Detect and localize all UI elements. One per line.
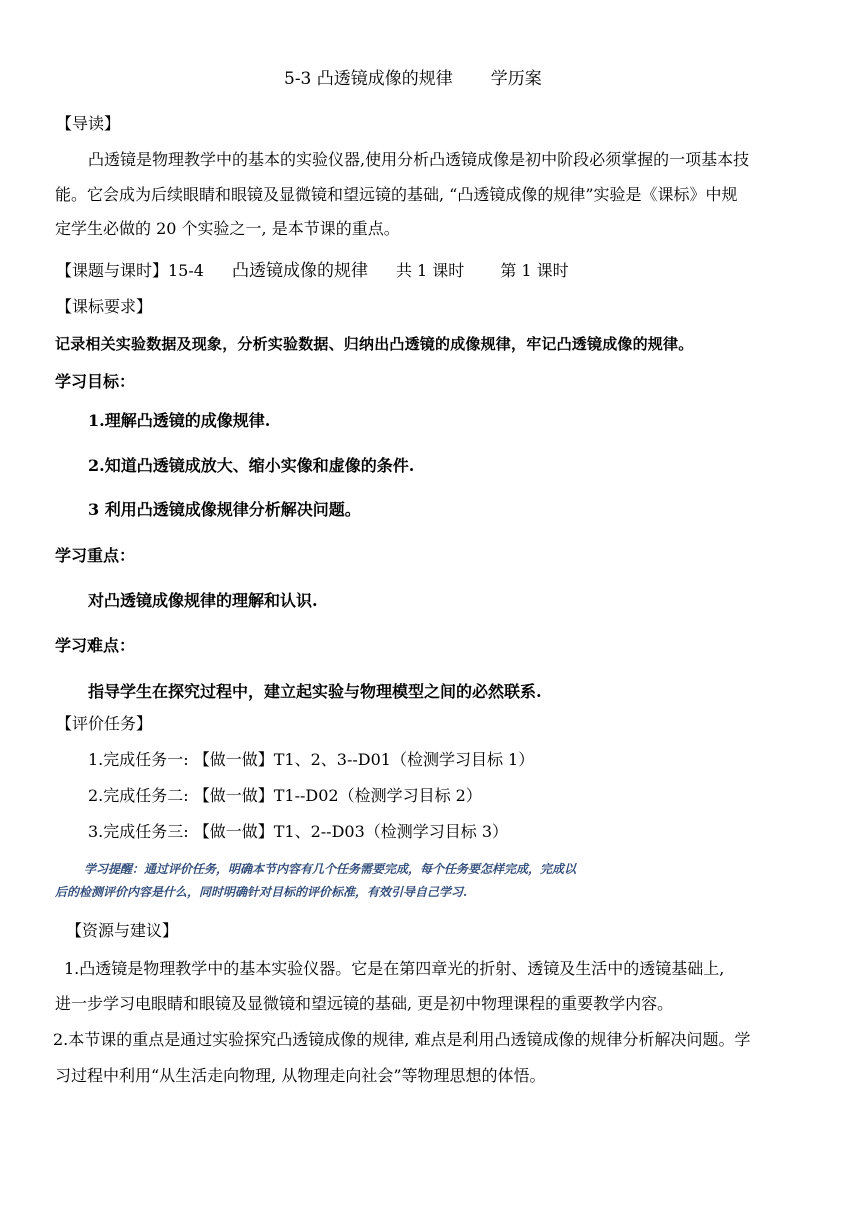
intro-line-1: 凸透镜是物理教学中的基本的实验仪器,使用分析凸透镜成像是初中阶段必须掌握的一项基本技: [88, 150, 750, 169]
lesson-info: [56, 256, 569, 281]
evaluation-task-1: 1.完成任务一: 【做一做】T1、2、3--D01（检测学习目标 1）: [88, 750, 535, 769]
learning-tip-line-1: 学习提醒：通过评价任务，明确本节内容有几个任务需要完成，每个任务要怎样完成，完成以: [84, 862, 577, 876]
focus-text: 对凸透镜成像规律的理解和认识.: [88, 591, 318, 610]
evaluation-task-3: 3.完成任务三: 【做一做】T1、2--D03（检测学习目标 3）: [88, 822, 509, 841]
intro-line-3: 定学生必做的 20 个实验之一, 是本节课的重点。: [55, 219, 400, 238]
lesson-label: 【课题与课时】15-4: [56, 261, 204, 280]
focus-heading: 学习重点：: [55, 546, 136, 565]
resources-line-3: 2.本节课的重点是通过实验探究凸透镜成像的规律, 难点是利用凸透镜成像的规律分析解决问题。学: [53, 1030, 751, 1049]
evaluation-task-2: 2.完成任务二: 【做一做】T1--D02（检测学习目标 2）: [88, 786, 482, 805]
goal-item-3: 3 利用凸透镜成像规律分析解决问题。: [88, 500, 361, 519]
lesson-current: 第 1 课时: [500, 261, 569, 280]
lesson-topic: 凸透镜成像的规律: [231, 261, 368, 281]
standard-heading: 【课标要求】: [56, 297, 153, 316]
difficulty-heading: 学习难点：: [55, 636, 136, 655]
intro-heading: 【导读】: [56, 114, 121, 133]
standard-text: 记录相关实验数据及现象，分析实验数据、归纳出凸透镜的成像规律，牢记凸透镜成像的规律。: [55, 335, 694, 353]
resources-line-1: 1.凸透镜是物理教学中的基本实验仪器。它是在第四章光的折射、透镜及生活中的透镜基础上,: [64, 959, 725, 978]
goal-item-2: 2.知道凸透镜成放大、缩小实像和虚像的条件.: [88, 456, 415, 475]
resources-line-4: 习过程中利用“从生活走向物理, 从物理走向社会”等物理思想的体悟。: [55, 1066, 546, 1085]
evaluation-heading: 【评价任务】: [56, 714, 153, 733]
goal-item-1: 1.理解凸透镜的成像规律.: [88, 411, 271, 430]
learning-tip-line-2: 后的检测评价内容是什么，同时明确针对目标的评价标准，有效引导自己学习.: [55, 885, 468, 899]
page-title: [284, 64, 542, 89]
difficulty-text: 指导学生在探究过程中，建立起实验与物理模型之间的必然联系.: [88, 682, 542, 701]
lesson-total: 共 1 课时: [395, 261, 465, 280]
resources-heading: 【资源与建议】: [66, 921, 179, 940]
resources-line-2: 进一步学习电眼睛和眼镜及显微镜和望远镜的基础, 更是初中物理课程的重要教学内容。: [55, 994, 674, 1013]
title-main: 5-3 凸透镜成像的规律: [284, 69, 453, 89]
intro-line-2: 能。它会成为后续眼睛和眼镜及显微镜和望远镜的基础, “凸透镜成像的规律”实验是《课标》中规: [55, 185, 738, 204]
title-suffix: 学历案: [490, 69, 542, 89]
goals-heading: 学习目标：: [55, 372, 136, 391]
